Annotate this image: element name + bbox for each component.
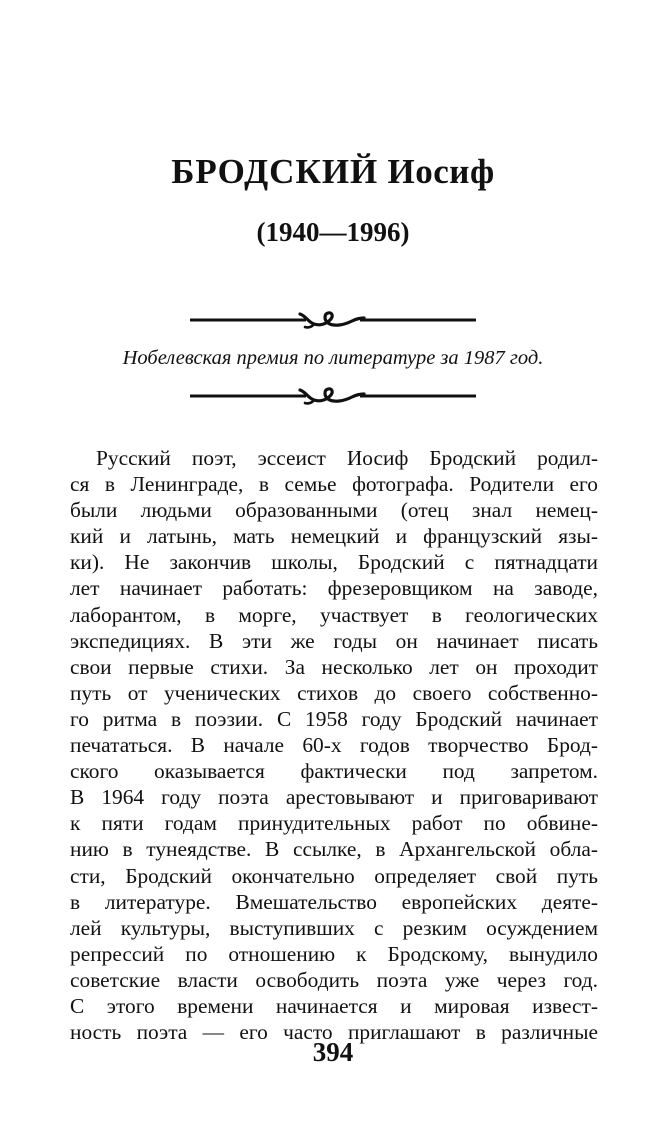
text-line: лаборантом, в морге, участвует в геологических [70, 602, 598, 627]
text-line: сти, Бродский окончательно определяет свой путь [70, 863, 598, 888]
author-surname: БРОДСКИЙ [171, 152, 379, 191]
text-line: лет начинает работать: фрезеровщиком на заводе, [70, 576, 598, 601]
author-years: (1940—1996) [256, 217, 410, 247]
text-line: ность поэта — его часто приглашают в различные [70, 1020, 598, 1045]
text-line: С этого времени начинается и мировая извест- [70, 993, 598, 1018]
text-line: путь от ученических стихов до своего собственно- [70, 680, 598, 705]
biography-paragraph [70, 445, 598, 1045]
text-line: репрессий по отношению к Бродскому, вынудило [70, 941, 598, 966]
text-line: ского оказывается фактически под запретом. [70, 759, 598, 784]
ornament-divider-top [188, 307, 478, 333]
text-line: ся в Ленинграде, в семье фотографа. Родители его [70, 472, 598, 497]
page-title [0, 150, 666, 194]
text-line: кий и латынь, мать немецкий и французский язы- [70, 524, 598, 549]
text-line: ки). Не закончив школы, Бродский с пятнадцати [70, 550, 598, 575]
text-line: к пяти годам принудительных работ по обвине- [70, 811, 598, 836]
text-line: нию в тунеядстве. В ссылке, в Архангельской обла- [70, 837, 598, 862]
text-line: го ритма в поэзии. С 1958 году Бродский начинает [70, 706, 598, 731]
text-line: советские власти освободить поэта уже через год. [70, 967, 598, 992]
text-line: печататься. В начале 60-х годов творчество Брод- [70, 733, 598, 758]
text-line: Русский поэт, эссеист Иосиф Бродский родил- [96, 446, 598, 470]
text-line: свои первые стихи. За несколько лет он проходит [70, 654, 598, 679]
text-line: лей культуры, выступивших с резким осуждением [70, 915, 598, 940]
page-number: 394 [312, 1037, 354, 1067]
nobel-prize-note: Нобелевская премия по литературе за 1987 год. [122, 347, 544, 369]
author-given-name: Иосиф [387, 152, 495, 191]
text-line: В 1964 году поэта арестовывают и приговаривают [70, 785, 598, 810]
ornament-divider-bottom [188, 383, 478, 409]
text-line: экспедициях. В эти же годы он начинает писать [70, 628, 598, 653]
text-line: в литературе. Вмешательство европейских деяте- [70, 889, 598, 914]
text-line: были людьми образованными (отец знал немец- [70, 498, 598, 523]
